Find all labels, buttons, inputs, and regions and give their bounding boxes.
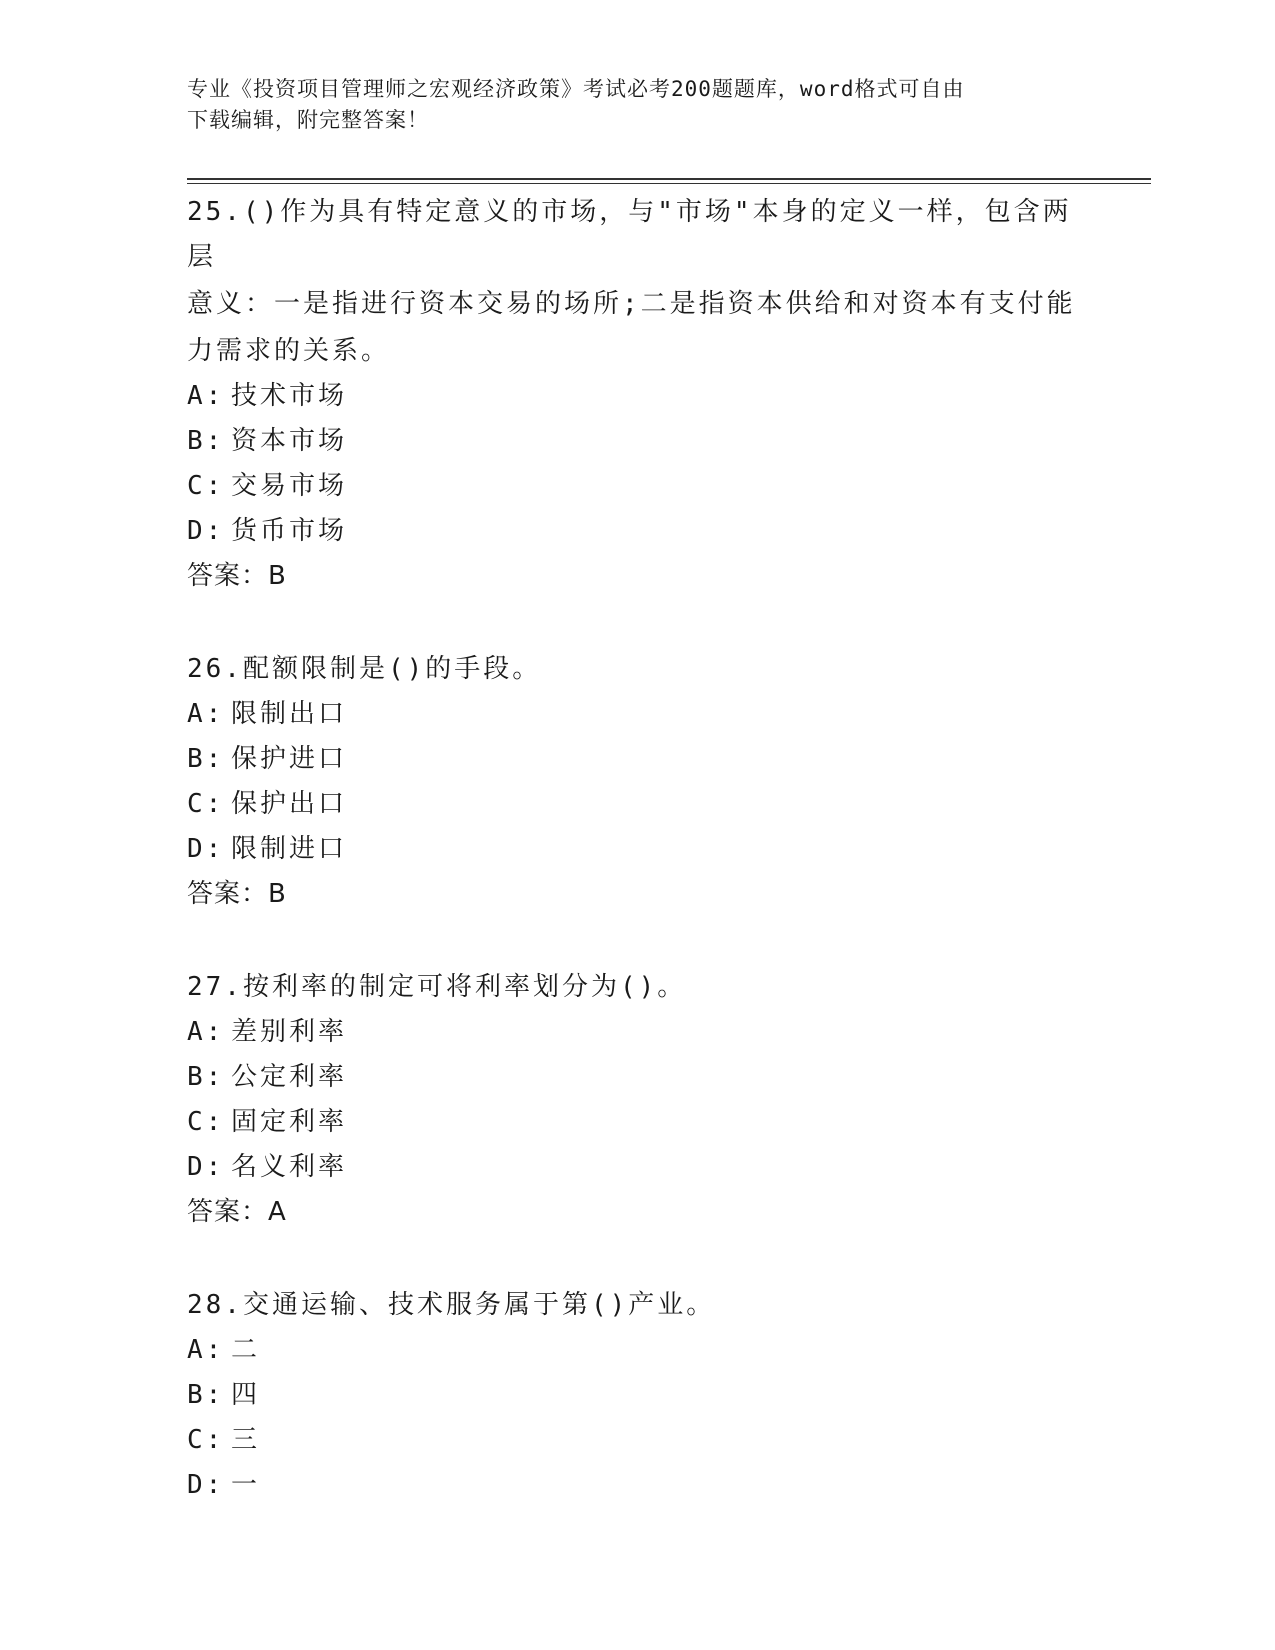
- option-text: 限制进口: [231, 834, 348, 864]
- question-stem-line: 力需求的关系。: [187, 336, 391, 366]
- question-answer: 答案：B: [187, 879, 287, 909]
- option-text: 三: [231, 1425, 261, 1455]
- question-option: [187, 1463, 1087, 1508]
- question-option: [187, 419, 1087, 464]
- option-key: C:: [187, 1425, 225, 1455]
- option-text: 保护进口: [231, 744, 348, 774]
- option-text: 限制出口: [231, 699, 348, 729]
- option-text: 技术市场: [231, 381, 348, 411]
- option-text: 四: [231, 1380, 261, 1410]
- header-line-2: 下载编辑，附完整答案！: [187, 108, 429, 132]
- question-option: [187, 1145, 1087, 1190]
- question-item: [187, 1281, 1087, 1508]
- question-option: [187, 782, 1087, 827]
- option-text: 固定利率: [231, 1107, 348, 1137]
- question-stem-line: 27.按利率的制定可将利率划分为()。: [187, 972, 687, 1002]
- option-text: 公定利率: [231, 1062, 348, 1092]
- question-option: [187, 464, 1087, 509]
- option-text: 一: [231, 1470, 261, 1500]
- question-option: [187, 1418, 1087, 1463]
- question-stem-line: 26.配额限制是()的手段。: [187, 654, 542, 684]
- option-text: 二: [231, 1335, 261, 1365]
- question-option: [187, 827, 1087, 872]
- option-key: D:: [187, 834, 225, 864]
- question-item: [187, 963, 1087, 1235]
- option-text: 保护出口: [231, 789, 348, 819]
- option-key: B:: [187, 426, 225, 456]
- question-stem-line: 25.()作为具有特定意义的市场，与"市场"本身的定义一样，包含两层: [187, 197, 1072, 272]
- option-key: B:: [187, 1062, 225, 1092]
- question-item: [187, 188, 1087, 599]
- document-header: [187, 74, 1087, 136]
- option-text: 差别利率: [231, 1017, 348, 1047]
- option-key: D:: [187, 516, 225, 546]
- question-option: [187, 1055, 1087, 1100]
- question-answer: 答案：A: [187, 1197, 287, 1227]
- option-key: B:: [187, 1380, 225, 1410]
- option-text: 货币市场: [231, 516, 348, 546]
- question-option: [187, 374, 1087, 419]
- option-key: A:: [187, 699, 225, 729]
- question-option: [187, 692, 1087, 737]
- question-option: [187, 509, 1087, 554]
- option-text: 交易市场: [231, 471, 348, 501]
- question-option: [187, 1373, 1087, 1418]
- header-divider-thick: [187, 178, 1151, 180]
- option-key: D:: [187, 1470, 225, 1500]
- question-stem-line: 28.交通运输、技术服务属于第()产业。: [187, 1290, 716, 1320]
- option-key: A:: [187, 1335, 225, 1365]
- option-text: 资本市场: [231, 426, 348, 456]
- question-list: [187, 188, 1087, 1508]
- question-option: [187, 1010, 1087, 1055]
- option-key: C:: [187, 789, 225, 819]
- question-item: [187, 645, 1087, 917]
- option-text: 名义利率: [231, 1152, 348, 1182]
- option-key: C:: [187, 1107, 225, 1137]
- option-key: D:: [187, 1152, 225, 1182]
- header-divider-thin: [187, 183, 1151, 184]
- question-option: [187, 737, 1087, 782]
- option-key: A:: [187, 381, 225, 411]
- question-option: [187, 1100, 1087, 1145]
- question-option: [187, 1328, 1087, 1373]
- header-line-1: 专业《投资项目管理师之宏观经济政策》考试必考200题题库，word格式可自由: [187, 77, 965, 101]
- option-key: A:: [187, 1017, 225, 1047]
- option-key: C:: [187, 471, 225, 501]
- option-key: B:: [187, 744, 225, 774]
- question-stem-line: 意义：一是指进行资本交易的场所;二是指资本供给和对资本有支付能: [187, 289, 1076, 319]
- question-answer: 答案：B: [187, 561, 287, 591]
